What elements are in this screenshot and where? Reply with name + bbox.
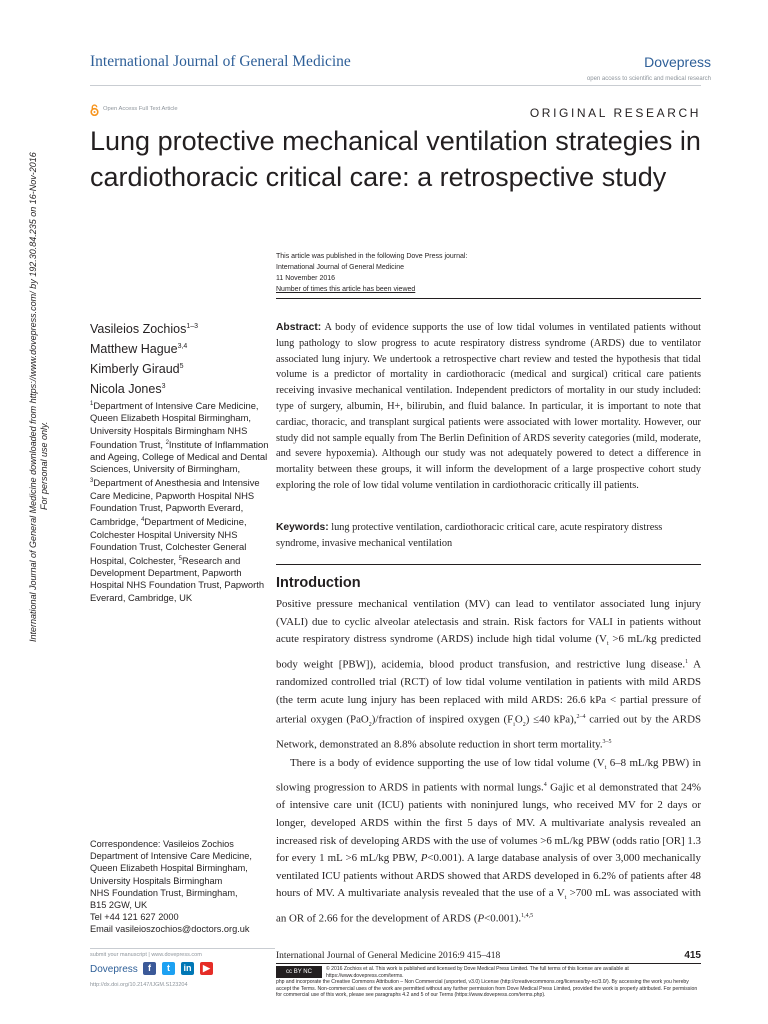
pubinfo-divider (276, 298, 701, 299)
watermark-line-1: International Journal of General Medicine downloaded from https://www.dovepress.com/ by 192.30.84.235 on 16-Nov-2016 (28, 152, 38, 642)
keywords (276, 520, 701, 552)
affiliations: $^1$Department of Intensive Care Medicine, Queen Elizabeth Hospital Birmingham, University Hospitals Birmingham NHS Foundation Trust, $^2$Institute of Inflammation and Ageing, College of Medical and Dental Sciences, University of Birmingham, $^3$Department of Anesthesia and Intensive Care Medicine, Papworth Hospital NHS Foundation Trust, Papworth Everard, Cambridge, $^4$Department of Medicine, Colchester Hospital University NHS Foundation Trust, Colchester General Hospital, Colchester, $^5$Research and Development Department, Papworth Hospital NHS Foundation Trust, Papworth Everard, Cambridge, UK (90, 400, 269, 603)
abstract (276, 320, 701, 494)
correspondence-email[interactable]: Email vasileioszochios@doctors.org.uk (90, 924, 250, 935)
footer-left-divider (90, 948, 275, 949)
license-text-2: php and incorporate the Creative Commons Attribution – Non Commercial (unported, v3.0) License (http://creativecommons.org/licenses/by-nc/3.0/). By accessing the work you hereby accept the Terms. Non-commercial uses of the work are permitted without any further permission from Dove Medical Press Limited, provided the work is properly attributed. For permission for commercial use of this work, please see paragraphs 4.2 and 5 of our Terms (https://www.dovepress.com/terms.php). (276, 979, 698, 999)
citation-line: International Journal of General Medicine 2016:9 415–418 (276, 951, 501, 961)
introduction-heading: Introduction (276, 575, 361, 591)
author: Kimberly Giraud$^5$ (90, 362, 184, 377)
facebook-icon[interactable]: f (143, 962, 156, 975)
publication-info (276, 251, 467, 295)
twitter-icon[interactable]: t (162, 962, 175, 975)
abstract-divider (276, 564, 701, 565)
publisher-logo-small[interactable]: Dovepress (90, 964, 138, 975)
keywords-label: Keywords: (276, 522, 329, 533)
footer-divider (276, 963, 701, 964)
journal-name: International Journal of General Medicine (90, 53, 351, 70)
correspondence: Correspondence: Vasileios Zochios Department of Intensive Care Medicine, Queen Elizabeth Hospital Birmingham, University Hospitals Birmingham NHS Foundation Trust, Birmingham, B15 2GW, UK Tel +44 121 627 2000 Email vasileioszochios@doctors.org.uk (90, 838, 275, 936)
author: Vasileios Zochios$^{1-3}$ (90, 322, 199, 337)
publisher-tagline: open access to scientific and medical research (586, 76, 711, 82)
social-links (143, 962, 213, 975)
author: Matthew Hague$^{3,4}$ (90, 342, 188, 357)
youtube-icon[interactable]: ▶ (200, 962, 213, 975)
pub-date: 11 November 2016 (276, 275, 336, 282)
article-type: ORIGINAL RESEARCH (529, 106, 701, 120)
submit-manuscript-link[interactable]: submit your manuscript | www.dovepress.com (90, 952, 202, 958)
open-access-label: Open Access Full Text Article (103, 106, 178, 112)
keywords-text: lung protective ventilation, cardiothoracic critical care, acute respiratory distress syndrome, invasive mechanical ventilation (276, 522, 663, 549)
author: Nicola Jones$^3$ (90, 382, 166, 397)
article-title: Lung protective mechanical ventilation strategies in cardiothoracic critical care: a retrospective study (90, 126, 701, 192)
paragraph: There is a body of evidence supporting the use of low tidal volume ($V_t$ 6–8 mL/kg PBW) in slowing progression to ARDS in patients with normal lungs.$^4$ Gajic et al demonstrated that 24% of intensive care unit (ICU) patients with noninjured lungs, who received MV for 2 days or longer, developed ARDS within the first 5 days of MV. A multivariate analysis revealed an increased risk of developing ARDS with the use of volumes >6 mL/kg PBW (odds ratio [OR] 1.3 for every 1 mL >6 mL/kg PBW, P<0.001). A large database analysis of over 3,000 mechanically ventilated ICU patients without ARDS showed that ARDS developed in 6.2% of patients after 48 hours of MV. A multivariate analysis revealed that the use of a $V_t >700$ mL was associated with an OR of 2.66 for the development of ARDS (P<0.001).$^{1,4,5}$ (276, 756, 701, 925)
abstract-text: A body of evidence supports the use of low tidal volumes in ventilated patients without lung pathology to slow progress to acute respiratory distress syndrome (ARDS) due to ventilator associated lung injury. We undertook a retrospective chart review and tested the hypothesis that tidal volume is a predictor of mortality in cardiothoracic (medical and surgical) critical care patients receiving invasive mechanical ventilation. Independent predictors of mortality in our study included: type of surgery, albumin, H+, bilirubin, and fluid balance. In particular, it is important to note that cardiac, thoracic, and transplant surgical patients were associated with lower mortality. However, our study did not sample equally from The Berlin Definition of ARDS severity categories (mild, moderate, and severe hypoxemia). Although our study was not adequately powered to detect a difference in mortality between these groups, it will inform the development of a large prospective cohort study exploring the role of low tidal volume ventilation in cardiothoracic critically ill patients. (276, 322, 701, 491)
open-access-icon (90, 104, 99, 116)
header-divider (90, 85, 701, 86)
cc-license-icon[interactable]: cc BY NC (276, 966, 322, 978)
publisher-logo[interactable]: Dovepress (644, 54, 711, 70)
watermark-line-2: For personal use only. (39, 421, 49, 510)
pub-line-1: This article was published in the following Dove Press journal: (276, 253, 468, 260)
license-text-1: © 2016 Zochios et al. This work is published and licensed by Dove Medical Press Limited. The full terms of this license are available at https://www.dovepress.com/terms. (326, 966, 629, 979)
doi-link[interactable]: http://dx.doi.org/10.2147/IJGM.S123204 (90, 982, 188, 988)
pub-journal-link[interactable]: International Journal of General Medicine (276, 264, 405, 271)
paragraph: Positive pressure mechanical ventilation (MV) can lead to ventilator associated lung injury (VALI) due to cyclic alveolar atelectasis and strain. Risk factors for VALI in patients without acute respiratory distress syndrome (ARDS) include high tidal volume ($V_t >6$ mL/kg predicted body weight [PBW]), acidemia, blood product transfusion, and restrictive lung disease.$^1$ A randomized controlled trial (RCT) of low tidal volume ventilation in patients with mild ARDS (the term acute lung injury has been replaced with mild ARDS: 26.6 kPa < partial pressure of arterial oxygen (PaO$_2$)/fraction of inspired oxygen $(F_iO_2) \le 40$ kPa),$^{2-4}$ carried out by the ARDS Network, demonstrated an 8.8% absolute reduction in short term mortality.$^{3-5}$ (276, 598, 701, 752)
introduction-body (276, 596, 701, 928)
abstract-label: Abstract: (276, 322, 322, 333)
linkedin-icon[interactable]: in (181, 962, 194, 975)
page-number: 415 (684, 950, 701, 961)
views-link[interactable]: Number of times this article has been viewed (276, 286, 416, 293)
author-list (90, 318, 198, 399)
